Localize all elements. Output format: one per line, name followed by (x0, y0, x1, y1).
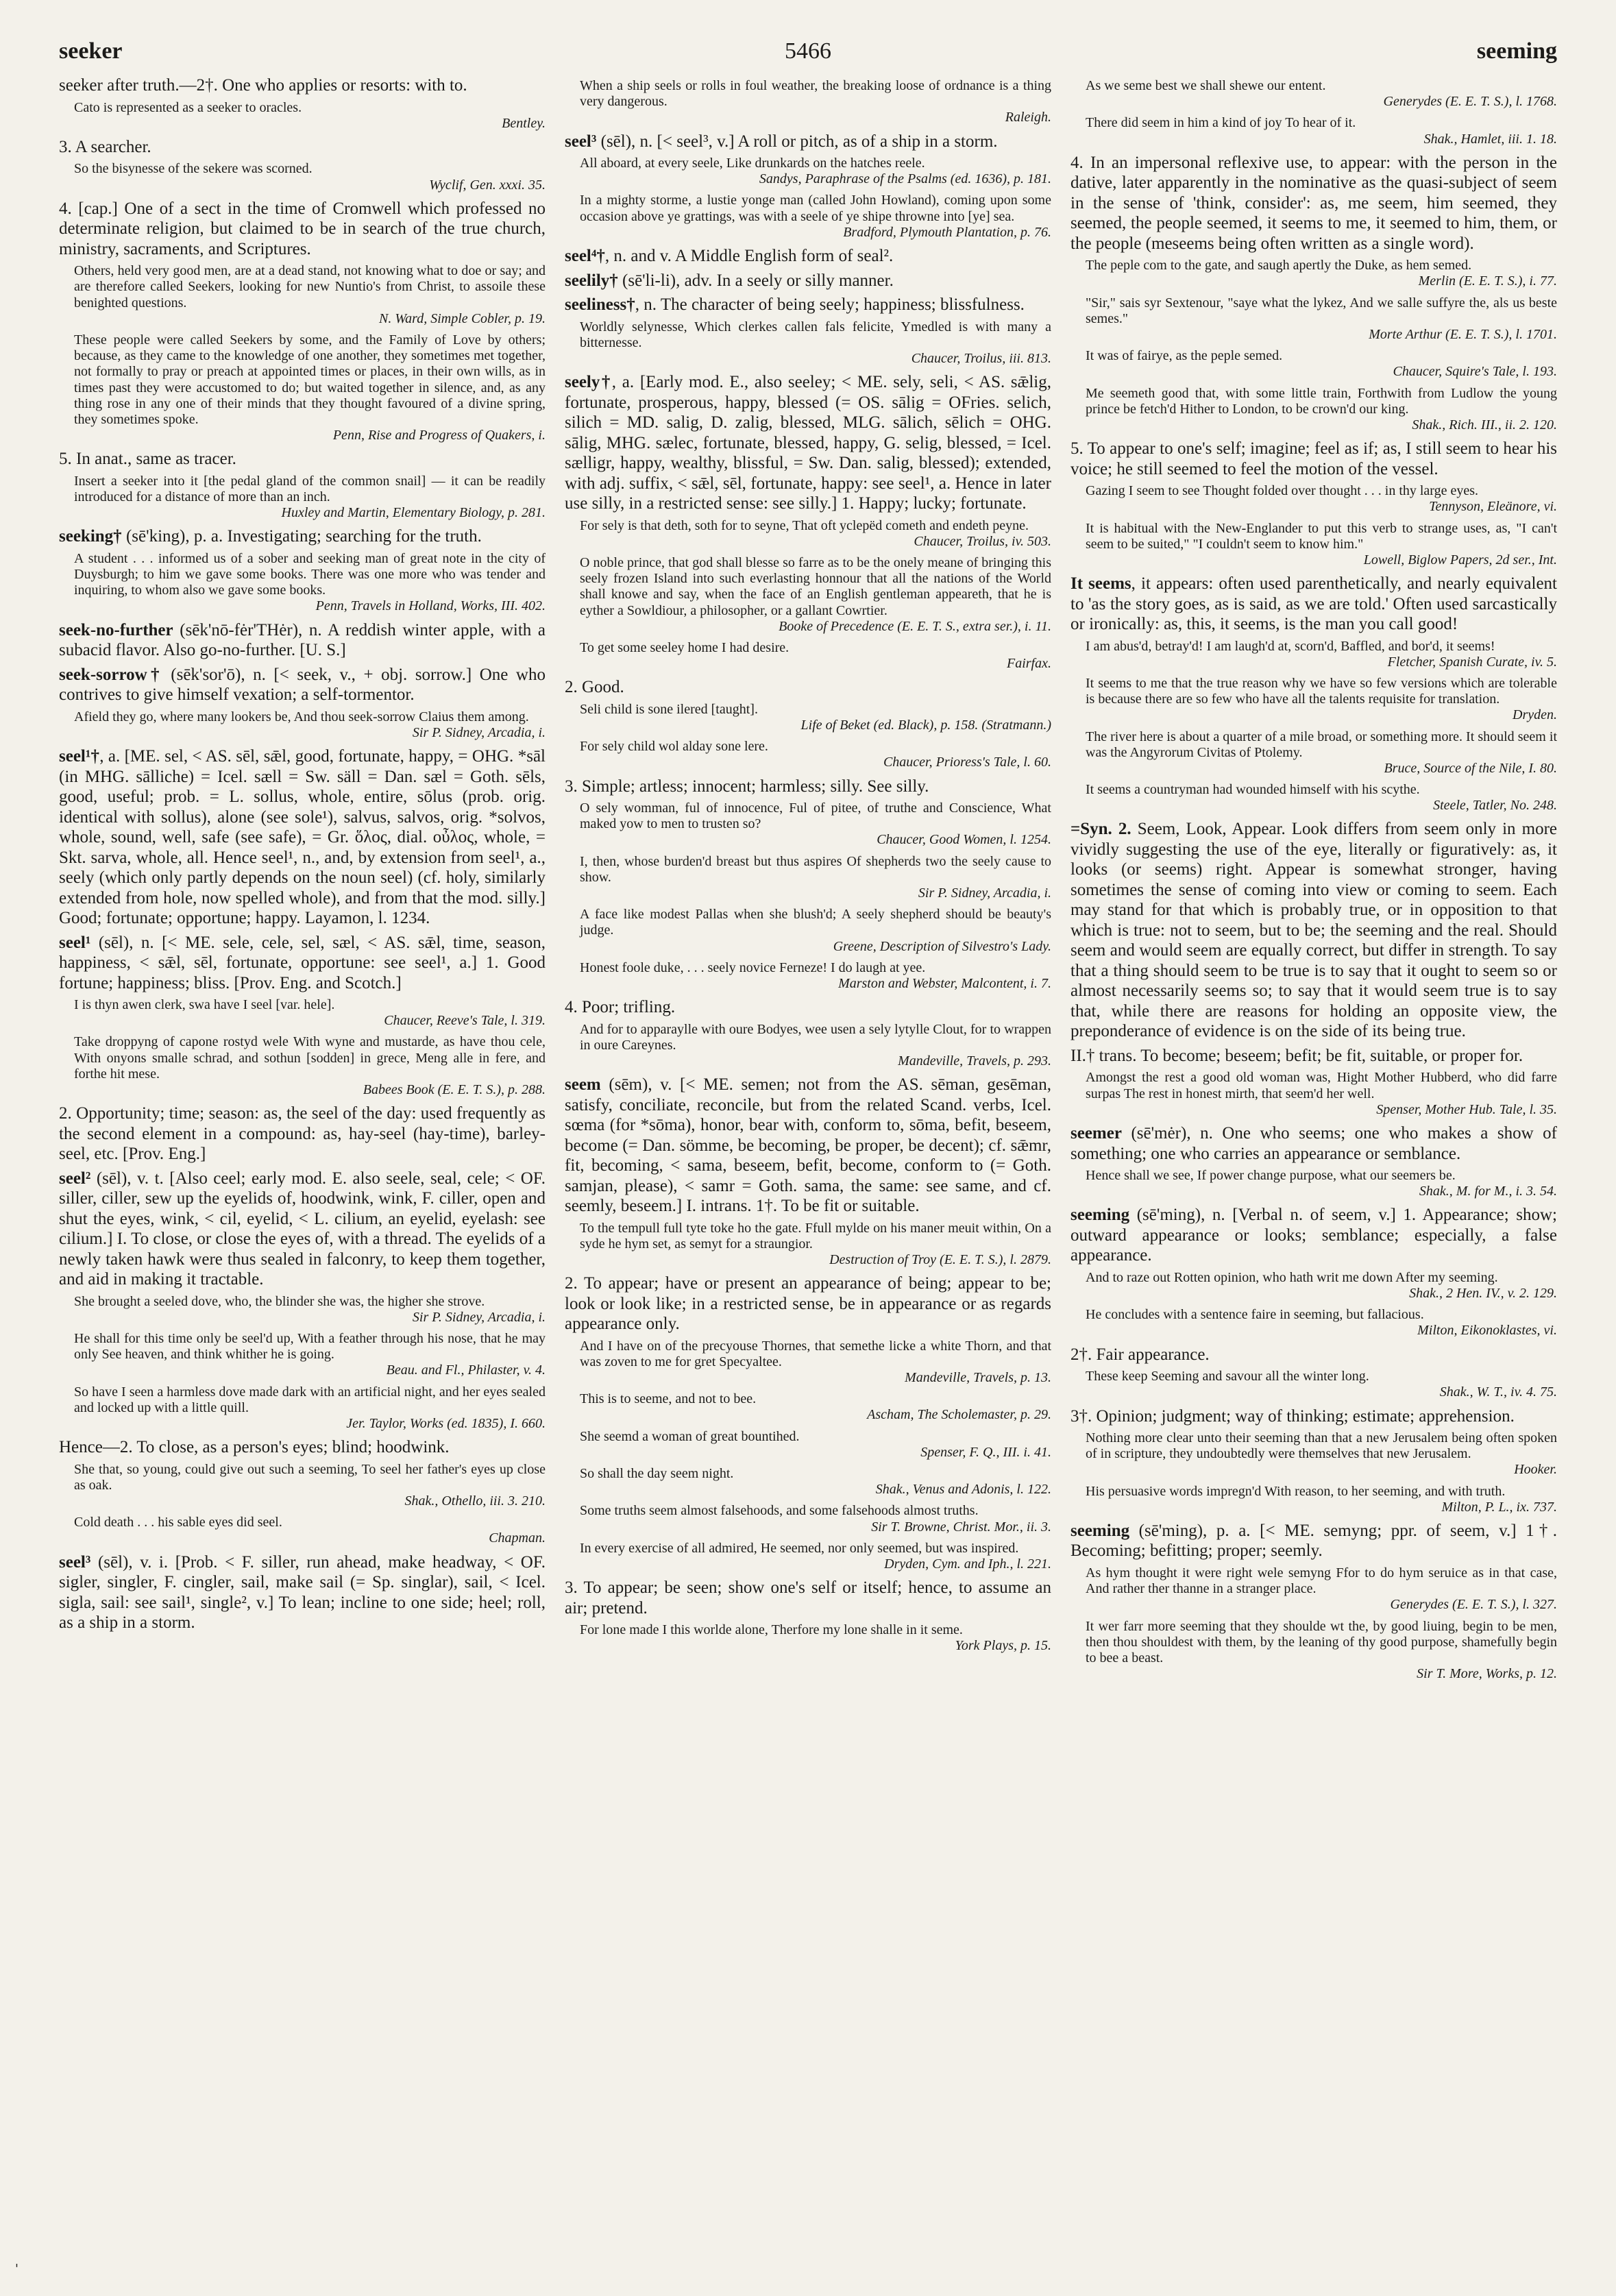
quote-text: Worldly selynesse, Which clerkes callen fals felicite, Ymedled is with many a bitternesse. (580, 319, 1051, 350)
entry-sense (59, 449, 546, 469)
column-middle (565, 75, 1051, 2269)
quote-source: Dryden. (1513, 707, 1557, 723)
quote-source: Chaucer, Troilus, iii. 813. (911, 350, 1051, 366)
citation-quote (74, 1331, 546, 1379)
citation-quote (580, 1391, 1051, 1423)
citation-quote (74, 474, 546, 522)
quote-text: This is to seeme, and not to bee. (580, 1391, 757, 1407)
quote-text: So have I seen a harmless dove made dark with an artificial night, and her eyes sealed and locked up with a little quill. (74, 1384, 546, 1415)
entry-sense (1070, 153, 1557, 254)
entry-sense (565, 1578, 1051, 1618)
page-number: 5466 (785, 38, 831, 64)
citation-quote (1086, 521, 1557, 569)
citation-quote (1086, 295, 1557, 343)
citation-quote (580, 1429, 1051, 1461)
quote-text: He concludes with a sentence faire in seeming, but fallacious. (1086, 1307, 1424, 1323)
quote-source: Fletcher, Spanish Curate, iv. 5. (1387, 654, 1557, 670)
citation-quote (1086, 1484, 1557, 1515)
entry-text: (sē'king), p. a. Investigating; searching for the truth. (121, 527, 482, 546)
quote-text: O noble prince, that god shall blesse so farre as to be the onely meane of bringing this seely frozen Island into such everlasting honnour that all the nations of the World shall knowe and say, when the face of an English gentleman appeareth, that he is eyther a Sowldiour, a philosopher, or a gallant Cowrtier. (580, 554, 1051, 618)
quote-source: Hooker. (1514, 1462, 1557, 1478)
entry-text: 4. Poor; trifling. (565, 998, 676, 1017)
quote-text: And to raze out Rotten opinion, who hath writ me down After my seeming. (1086, 1269, 1498, 1285)
quote-source: Greene, Description of Silvestro's Lady. (833, 938, 1051, 954)
citation-quote (580, 739, 1051, 770)
quote-text: "Sir," sais syr Sextenour, "saye what the lykez, And we salle suffyre the, als us beste semes." (1086, 295, 1557, 326)
quote-source: Ascham, The Scholemaster, p. 29. (867, 1407, 1051, 1423)
entry-sense (565, 1273, 1051, 1334)
citation-quote (1086, 782, 1557, 814)
citation-quote (1086, 1369, 1557, 1400)
quote-source: Mandeville, Travels, p. 13. (905, 1370, 1051, 1386)
entry-sense (565, 677, 1051, 698)
entry-text: (sēl), n. [< ME. sele, cele, sel, sæl, < AS. sǣl, time, season, happiness, < sǣl, sēl, fortunate, opportune: see seel¹, a.] 1. Good fortune; happiness; bliss. [Prov. Eng. and Scotch.] (59, 933, 546, 992)
citation-quote (1086, 1270, 1557, 1302)
dictionary-entry (565, 1075, 1051, 1217)
quote-text: His persuasive words impregn'd With reason, to her seeming, and with truth. (1086, 1483, 1506, 1499)
quote-source: Milton, P. L., ix. 737. (1441, 1499, 1557, 1515)
dictionary-entry (1070, 819, 1557, 1042)
entry-text: 5. To appear to one's self; imagine; feel as if; as, I still seem to hear his voice; he still seemed to feel the motion of the vessel. (1070, 439, 1557, 478)
quote-source: Shak., Venus and Adonis, l. 122. (875, 1482, 1051, 1498)
quote-text: Seli child is sone ilered [taught]. (580, 701, 758, 717)
quote-text: It seems to me that the true reason why we have so few versions which are tolerable is because there are so few who have all the talents requisite for translation. (1086, 675, 1557, 707)
citation-quote (580, 1221, 1051, 1269)
citation-quote (1086, 676, 1557, 724)
dictionary-entry (565, 372, 1051, 514)
headword: seel⁴† (565, 247, 605, 265)
quote-text: As we seme best we shall shewe our entent. (1086, 78, 1326, 93)
quote-source: Life of Beket (ed. Black), p. 158. (Stratmann.) (800, 717, 1051, 733)
entry-text: 2. Opportunity; time; season: as, the seel of the day: used frequently as the second element in a compound: as, hay-seel (hay-time), barley-seel, etc. [Prov. Eng.] (59, 1104, 546, 1164)
headword: seemer (1070, 1124, 1122, 1143)
headword: seel³ (565, 132, 597, 151)
quote-text: For sely child wol alday sone lere. (580, 739, 768, 755)
citation-quote (580, 193, 1051, 241)
quote-text: Afield they go, where many lookers be, And thou seek-sorrow Claius them among. (74, 709, 529, 724)
quote-text: A student . . . informed us of a sober and seeking man of great note in the city of Duysburgh; to him we gave some books. There was one more who was tender and inquiring, to whom also we gave some books. (74, 550, 546, 598)
quote-source: York Plays, p. 15. (955, 1638, 1051, 1654)
quote-source: Shak., M. for M., i. 3. 54. (1419, 1184, 1557, 1199)
entry-text: Hence—2. To close, as a person's eyes; blind; hoodwink. (59, 1438, 450, 1457)
quote-text: So shall the day seem night. (580, 1466, 734, 1481)
quote-source: Raleigh. (1005, 110, 1051, 125)
dictionary-entry (59, 526, 546, 547)
entry-text: , it appears: often used parenthetically, and nearly equivalent to 'as the story goes, as is said, as we are told.' Often used sarcastically or ironically: as, this, it seems, is the man you call good! (1070, 574, 1557, 634)
quote-source: Chaucer, Reeve's Tale, l. 319. (384, 1013, 546, 1029)
entry-sense (59, 1103, 546, 1164)
quote-source: Marston and Webster, Malcontent, i. 7. (838, 975, 1051, 991)
citation-quote (580, 907, 1051, 955)
quote-text: She that, so young, could give out such a seeming, To seel her father's eyes up close as oak. (74, 1461, 546, 1493)
quote-text: The peple com to the gate, and saugh apertly the Duke, as hem semed. (1086, 258, 1472, 273)
quote-source: Dryden, Cym. and Iph., l. 221. (884, 1556, 1051, 1572)
quote-text: To get some seeley home I had desire. (580, 639, 789, 655)
citation-quote (74, 997, 546, 1029)
citation-quote (1086, 78, 1557, 110)
entry-text: , n. and v. A Middle English form of seal². (604, 247, 894, 265)
quote-text: It wer farr more seeming that they shoulde wt the, by good liuing, begin to be men, then thou shouldest with them, by the leaning of thy good purpose, shamefully begin to bee a beast. (1086, 1618, 1557, 1665)
column-left (59, 75, 546, 2269)
headword: seeliness† (565, 295, 635, 314)
citation-quote (1086, 1070, 1557, 1118)
dictionary-entry (59, 620, 546, 661)
citation-quote (580, 640, 1051, 672)
citation-quote (1086, 258, 1557, 289)
entry-sense (59, 199, 546, 260)
citation-quote (1086, 729, 1557, 777)
dictionary-entry (59, 665, 546, 705)
quote-source: Bruce, Source of the Nile, I. 80. (1384, 760, 1557, 776)
headword: seel² (59, 1169, 91, 1188)
quote-source: Wyclif, Gen. xxxi. 35. (429, 177, 546, 193)
entry-sense (1070, 1345, 1557, 1365)
quote-source: Shak., Rich. III., ii. 2. 120. (1412, 417, 1557, 432)
quote-source: Chaucer, Squire's Tale, l. 193. (1393, 364, 1557, 380)
entry-text: 4. In an impersonal reflexive use, to appear: with the person in the dative, later apparently in the nominative as the quasi-subject of seem in the sense of 'think, consider': as, me seem, him seemed, they seemed, the people seemed, it seems to me, it seemed to him, them, or the people (meseems being often written as a single word). (1070, 153, 1557, 253)
entry-text: (sēl), v. i. [Prob. < F. siller, run ahead, make headway, < OF. sigler, singler, F. cingler, sail, make sail (= Sp. singlar), sail, < Icel. sigla, sail: see sail¹, single², v.] To lean; incline to one side; heel; roll, as a ship in a storm. (59, 1552, 546, 1633)
quote-source: Sir T. Browne, Christ. Mor., ii. 3. (871, 1519, 1051, 1535)
quote-source: Spenser, F. Q., III. i. 41. (920, 1444, 1051, 1460)
quote-text: To the tempull full tyte toke ho the gate. Ffull mylde on his maner meuit within, On a syde he hym set, as semyt for a straungior. (580, 1220, 1051, 1251)
dictionary-entry (565, 132, 1051, 152)
citation-quote (74, 100, 546, 132)
quote-source: Booke of Precedence (E. E. T. S., extra ser.), i. 11. (779, 618, 1051, 634)
citation-quote (580, 518, 1051, 550)
dictionary-entry (1070, 1521, 1557, 1561)
citation-quote (580, 1503, 1051, 1535)
citation-quote (74, 1384, 546, 1432)
headword: seem (565, 1075, 601, 1095)
entry-sense (565, 997, 1051, 1018)
entry-text: (sē'mėr), n. One who seems; one who makes a show of something; one who carries an appearance or semblance. (1070, 1124, 1557, 1163)
quote-source: Generydes (E. E. T. S.), l. 1768. (1383, 94, 1557, 110)
headword: seel¹ (59, 933, 91, 952)
quote-source: Sir P. Sidney, Arcadia, i. (918, 885, 1051, 901)
quote-text: So the bisynesse of the sekere was scorned. (74, 161, 313, 177)
citation-quote (1086, 1430, 1557, 1478)
citation-quote (580, 1541, 1051, 1572)
entry-text: 3†. Opinion; judgment; way of thinking; estimate; apprehension. (1070, 1406, 1515, 1426)
citation-quote (580, 319, 1051, 367)
entry-text: 3. A searcher. (59, 137, 151, 156)
dictionary-entry (59, 1552, 546, 1633)
quote-source: Tennyson, Eleänore, vi. (1429, 499, 1557, 515)
quote-source: Chaucer, Prioress's Tale, l. 60. (883, 755, 1051, 770)
citation-quote (74, 1462, 546, 1510)
quote-source: Chapman. (489, 1530, 546, 1546)
margin-mark: ' (15, 2262, 19, 2276)
quote-source: Morte Arthur (E. E. T. S.), l. 1701. (1369, 327, 1557, 342)
headword: seel³ (59, 1552, 91, 1572)
quote-text: All aboard, at every seele, Like drunkards on the hatches reele. (580, 156, 925, 171)
quote-text: I is thyn awen clerk, swa have I seel [var. hele]. (74, 997, 335, 1012)
quote-text: Gazing I seem to see Thought folded over thought . . . in thy large eyes. (1086, 483, 1479, 499)
quote-source: Shak., W. T., iv. 4. 75. (1439, 1384, 1557, 1400)
quote-source: Generydes (E. E. T. S.), l. 327. (1390, 1597, 1557, 1613)
quote-text: She seemd a woman of great bountihed. (580, 1428, 800, 1444)
citation-quote (1086, 115, 1557, 147)
citation-quote (74, 263, 546, 327)
quote-text: Amongst the rest a good old woman was, Hight Mother Hubberd, who did farre surpas The rest in honest mirth, that seem'd her well. (1086, 1070, 1557, 1101)
quote-source: Lowell, Biglow Papers, 2d ser., Int. (1363, 552, 1557, 567)
headword: seelily† (565, 271, 618, 290)
running-head (59, 38, 1557, 66)
dictionary-entry (1070, 1205, 1557, 1266)
dictionary-entry (59, 746, 546, 929)
quote-source: Sir P. Sidney, Arcadia, i. (412, 1309, 546, 1325)
citation-quote (74, 1034, 546, 1098)
citation-quote (1086, 1307, 1557, 1339)
citation-quote (74, 709, 546, 741)
quote-source: Chaucer, Troilus, iv. 503. (914, 533, 1051, 549)
quote-source: Beau. and Fl., Philaster, v. 4. (386, 1363, 546, 1378)
quote-text: Me seemeth good that, with some little train, Forthwith from Ludlow the young prince be fetch'd Hither to London, to be crown'd our king. (1086, 385, 1557, 417)
quote-text: It was of fairye, as the peple semed. (1086, 348, 1283, 364)
quote-text: The river here is about a quarter of a mile broad, or something more. It should seem it was the Angyrorum Civitas of Ptolemy. (1086, 729, 1557, 760)
entry-text: (sēk'nō-fėr'THėr), n. A reddish winter apple, with a subacid flavor. Also go-no-further. [U. S.] (59, 620, 546, 660)
entry-sense (1070, 1406, 1557, 1427)
entry-text: , a. [ME. sel, < AS. sēl, sǣl, good, fortunate, happy, = OHG. *sāl (in MHG. sālliche) = Icel. sæll = Sw. säll = Dan. sæl = Goth. sēls, good, useful; prob. = L. sollus, whole, entire, sōlus (prob. orig. identical with sollus), alone (see sole¹), salvus, salvos, orig. *solvos, whole, sound, well, safe (see safe), = Gr. ὅλος, dial. οὖλος, whole, = Skt. sarva, whole, all. Hence seel¹, n., and, by extension from seel¹, a., seely (which only partly depends on the noun seel) (cf. holy, similarly extended from hole, now spelled whole), and from that the mod. silly.] Good; fortunate; opportune; happy. Layamon, l. 1234. (59, 747, 546, 927)
quote-text: A face like modest Pallas when she blush'd; A seely shepherd should be beauty's judge. (580, 907, 1051, 938)
entry-sense (59, 75, 546, 96)
quote-source: Penn, Travels in Holland, Works, III. 402. (315, 598, 546, 614)
quote-text: There did seem in him a kind of joy To hear of it. (1086, 115, 1356, 131)
entry-text: II.† trans. To become; beseem; befit; be fit, suitable, or proper for. (1070, 1046, 1523, 1065)
entry-text: 3. Simple; artless; innocent; harmless; silly. See silly. (565, 777, 929, 796)
quote-source: N. Ward, Simple Cobler, p. 19. (379, 310, 546, 326)
entry-text: 5. In anat., same as tracer. (59, 450, 236, 469)
quote-source: Penn, Rise and Progress of Quakers, i. (332, 428, 546, 443)
entry-text: 3. To appear; be seen; show one's self or itself; hence, to assume an air; pretend. (565, 1578, 1051, 1617)
quote-text: She brought a seeled dove, who, the blinder she was, the higher she strove. (74, 1293, 485, 1309)
citation-quote (580, 960, 1051, 992)
quote-source: Shak., Hamlet, iii. 1. 18. (1423, 131, 1557, 147)
quote-source: Sir T. More, Works, p. 12. (1417, 1666, 1557, 1682)
entry-sense (59, 137, 546, 158)
guide-word-left: seeker (59, 38, 123, 64)
entry-text: 4. [cap.] One of a sect in the time of Cromwell which professed no determinate religion, but claimed to be in search of the true church, ministry, sacraments, and Scriptures. (59, 199, 546, 258)
quote-text: Nothing more clear unto their seeming than that a new Jerusalem being often spoken of in scripture, they undoubtedly were themselves that new Jerusalem. (1086, 1430, 1557, 1462)
entry-sense (1070, 1046, 1557, 1066)
citation-quote (1086, 348, 1557, 380)
quote-source: Shak., 2 Hen. IV., v. 2. 129. (1409, 1286, 1557, 1302)
quote-text: O sely womman, ful of innocence, Ful of pitee, of truthe and Conscience, What maked yow to men to trusten so? (580, 801, 1051, 832)
quote-source: Bradford, Plymouth Plantation, p. 76. (843, 224, 1051, 240)
quote-text: As hym thought it were right wele semyng Ffor to do hym seruice as in that case, And rather ther thanne in a stranger place. (1086, 1565, 1557, 1597)
quote-text: It seems a countryman had wounded himself with his scythe. (1086, 782, 1420, 798)
quote-source: Babees Book (E. E. T. S.), p. 288. (363, 1082, 546, 1097)
dictionary-entry (565, 295, 1051, 315)
quote-source: Milton, Eikonoklastes, vi. (1417, 1323, 1557, 1339)
quote-text: It is habitual with the New-Englander to put this verb to strange uses, as, "I can't seem to be suited," "I couldn't seem to know him." (1086, 520, 1557, 552)
dictionary-entry (59, 933, 546, 994)
entry-text: 2†. Fair appearance. (1070, 1345, 1210, 1364)
entry-text: (sē'ming), p. a. [< ME. semyng; ppr. of seem, v.] 1†. Becoming; befitting; proper; seemly. (1070, 1521, 1557, 1561)
quote-text: In a mighty storme, a lustie yonge man (called John Howland), coming upon some occasion above ye grattings, was with a seele of ye shipe throwne into [ye] sea. (580, 193, 1051, 224)
quote-text: These people were called Seekers by some, and the Family of Love by others; because, as they came to the knowledge of one another, they sometimes met together, not formally to pray or preach at appointed times or places, in their own wills, as in times past they were accustomed to do; but waited together in silence, and, as any thing rose in any one of their minds that they thought favoured of a divine spring, they sometimes spoke. (74, 332, 546, 427)
citation-quote (580, 702, 1051, 733)
headword: seeming (1070, 1206, 1130, 1225)
dictionary-entry (1070, 1123, 1557, 1164)
entry-text: , a. [Early mod. E., also seeley; < ME. sely, seli, < AS. sǣlig, fortunate, prosperous, happy, blessed (= OS. sālig = OFries. selich, silich = MD. salig, D. zalig, blessed, MLG. sālich, sēlich = OHG. sālig, MHG. sælec, fortunate, blessed, happy, G. selig, blessed, = Icel. sælligr, happy, wealthy, blissful, = Sw. Dan. salig, blessed); extended, with adj. suffix, < sǣl, sēl, fortunate, happy: see seel¹, a. Hence in later use silly, in a restricted sense: see silly.] 1. Happy; lucky; fortunate. (565, 373, 1051, 513)
guide-word-right: seeming (1476, 38, 1557, 64)
entry-text: 2. Good. (565, 678, 624, 697)
citation-quote (1086, 386, 1557, 434)
entry-sense (565, 777, 1051, 797)
citation-quote (580, 156, 1051, 187)
quote-text: For sely is that deth, soth for to seyne, That oft yclepëd cometh and endeth peyne. (580, 517, 1029, 533)
entry-text: , n. The character of being seely; happiness; blissfulness. (635, 295, 1025, 314)
entry-sense (1070, 439, 1557, 479)
quote-source: Steele, Tatler, No. 248. (1433, 798, 1557, 814)
entry-text: Seem, Look, Appear. Look differs from seem only in more vividly suggesting the use of the eye, literally or figuratively: as, it looks (or seems) right. Appear is somewhat stronger, having sometimes the sense of coming into view or coming to seem. Each may stand for that which is probably true, or in opposition to that which is true: not to seem, but to be; the seeming and the real. Should seem and would seem are equally correct, but differ in strength. To say that a thing should seem to be true is to say that it ought to seem so or almost necessarily seems so; to say that it would seem true is to say that, while there are reasons for holding an opposite view, the preponderance of evidence is on the side of its being true. (1070, 820, 1557, 1041)
headword: seeming (1070, 1521, 1130, 1540)
quote-text: Others, held very good men, are at a dead stand, not knowing what to doe or say; and are therefore called Seekers, looking for new Nuntio's from Christ, to assoile these benighted questions. (74, 263, 546, 310)
quote-source: Fairfax. (1007, 656, 1051, 672)
citation-quote (1086, 483, 1557, 515)
quote-text: Honest foole duke, . . . seely novice Ferneze! I do laugh at yee. (580, 960, 926, 975)
quote-source: Destruction of Troy (E. E. T. S.), l. 2879. (829, 1252, 1051, 1267)
quote-source: Jer. Taylor, Works (ed. 1835), I. 660. (346, 1415, 546, 1431)
citation-quote (580, 1022, 1051, 1070)
entry-text: 2. To appear; have or present an appearance of being; appear to be; look or look like; in a restricted sense, be in appearance or as regards appearance only. (565, 1274, 1051, 1334)
headword: seely† (565, 373, 612, 392)
quote-text: Take droppyng of capone rostyd wele With wyne and mustarde, as have thou cele, With onyons smalle schrad, and sothun [sodden] in grece, Meng alle in fere, and forthe hit mese. (74, 1034, 546, 1082)
quote-text: When a ship seels or rolls in foul weather, the breaking loose of ordnance is a thing very dangerous. (580, 78, 1051, 110)
headword: seel¹† (59, 747, 100, 766)
entry-text: (sēm), v. [< ME. semen; not from the AS. sēman, gesēman, satisfy, conciliate, reconcile, but from the related Scand. verbs, Icel. sœma (for *sōma), honor, bear with, conform to, sōma, befit, beseem, become (= Dan. sömme, be becoming, be proper, be decent); cf. sǣmr, fit, becoming, < sama, beseem, befit, become, conform to (= Goth. samjan, please), < samr = Goth. sama, the same: see same, and cf. seemly, beseem.] I. intrans. 1†. To be fit or suitable. (565, 1075, 1051, 1216)
quote-text: I am abus'd, betray'd! I am laugh'd at, scorn'd, Baffled, and bor'd, it seems! (1086, 638, 1495, 654)
quote-text: For lone made I this worlde alone, Therfore my lone shalle in it seme. (580, 1622, 963, 1638)
entry-text: (sēl), v. t. [Also ceel; early mod. E. also seele, seal, cele; < OF. siller, ciller, sew up the eyelids of, hoodwink, wink, F. ciller, open and shut the eyes, wink, < cil, eyelid, < L. cilium, an eyelid, eyelash: see cilium.] I. To close, or close the eyes of, with a thread. The eyelids of a newly taken hawk were thus sealed in falconry, to keep them together, and aid in making it tractable. (59, 1169, 546, 1289)
citation-quote (580, 854, 1051, 902)
headword: seek-sorrow† (59, 665, 163, 684)
entry-text: seeker after truth.—2†. One who applies or resorts: with to. (59, 76, 467, 95)
quote-text: In every exercise of all admired, He seemed, nor only seemed, but was inspired. (580, 1540, 1019, 1556)
column-right (1070, 75, 1557, 2269)
entry-text: (sē'li-li), adv. In a seely or silly manner. (617, 271, 894, 290)
quote-text: And for to apparaylle with oure Bodyes, wee usen a sely lytylle Clout, for to wrappen in oure Careynes. (580, 1021, 1051, 1053)
citation-quote (74, 332, 546, 443)
quote-source: Spenser, Mother Hub. Tale, l. 35. (1376, 1101, 1557, 1117)
quote-text: Cold death . . . his sable eyes did seel. (74, 1515, 282, 1530)
citation-quote (580, 1339, 1051, 1387)
citation-quote (1086, 1619, 1557, 1683)
quote-text: I, then, whose burden'd breast but thus aspires Of shepherds two the seely cause to show. (580, 853, 1051, 885)
quote-text: Hence shall we see, If power change purpose, what our seemers be. (1086, 1168, 1456, 1183)
citation-quote (74, 1515, 546, 1546)
citation-quote (74, 1294, 546, 1326)
citation-quote (580, 78, 1051, 126)
citation-quote (580, 1622, 1051, 1654)
citation-quote (1086, 1168, 1557, 1199)
quote-text: And I have on of the precyouse Thornes, that semethe licke a white Thorn, and that was zoven to me for gret Specyaltee. (580, 1338, 1051, 1369)
quote-source: Sandys, Paraphrase of the Psalms (ed. 1636), p. 181. (759, 171, 1051, 187)
dictionary-entry (59, 1169, 546, 1290)
citation-quote (74, 161, 546, 193)
quote-text: He shall for this time only be seel'd up, With a feather through his nose, that he may only See heaven, and think whither he is going. (74, 1331, 546, 1363)
quote-source: Bentley. (502, 115, 546, 131)
dictionary-entry (565, 271, 1051, 291)
quote-source: Chaucer, Good Women, l. 1254. (877, 832, 1051, 848)
citation-quote (1086, 1565, 1557, 1613)
quote-source: Sir P. Sidney, Arcadia, i. (412, 724, 546, 740)
quote-text: Some truths seem almost falsehoods, and some falsehoods almost truths. (580, 1503, 979, 1519)
entry-sense (59, 1437, 546, 1458)
citation-quote (74, 551, 546, 615)
headword: seek-no-further (59, 620, 173, 639)
headword: =Syn. 2. (1070, 820, 1131, 839)
dictionary-entry (1070, 574, 1557, 635)
citation-quote (580, 555, 1051, 635)
dictionary-entry (565, 246, 1051, 267)
quote-source: Huxley and Martin, Elementary Biology, p. 281. (281, 505, 546, 521)
citation-quote (580, 801, 1051, 848)
quote-text: Cato is represented as a seeker to oracles. (74, 99, 302, 115)
entry-text: (sēk'sor'ō), n. [< seek, v., + obj. sorrow.] One who contrives to give himself vexation; a self-tormentor. (59, 665, 546, 705)
quote-text: These keep Seeming and savour all the winter long. (1086, 1369, 1369, 1384)
headword: seeking† (59, 527, 122, 546)
quote-source: Merlin (E. E. T. S.), i. 77. (1418, 273, 1557, 289)
citation-quote (1086, 639, 1557, 670)
quote-source: Mandeville, Travels, p. 293. (898, 1053, 1051, 1068)
quote-text: Insert a seeker into it [the pedal gland of the common snail] — it can be readily introduced for a distance of more than an inch. (74, 473, 546, 504)
entry-text: (sē'ming), n. [Verbal n. of seem, v.] 1. Appearance; show; outward appearance or looks; semblance; especially, a false appearance. (1070, 1206, 1557, 1265)
headword: It seems (1070, 574, 1131, 594)
citation-quote (580, 1466, 1051, 1498)
entry-text: (sēl), n. [< seel³, v.] A roll or pitch, as of a ship in a storm. (596, 132, 998, 151)
quote-source: Shak., Othello, iii. 3. 210. (404, 1493, 546, 1509)
